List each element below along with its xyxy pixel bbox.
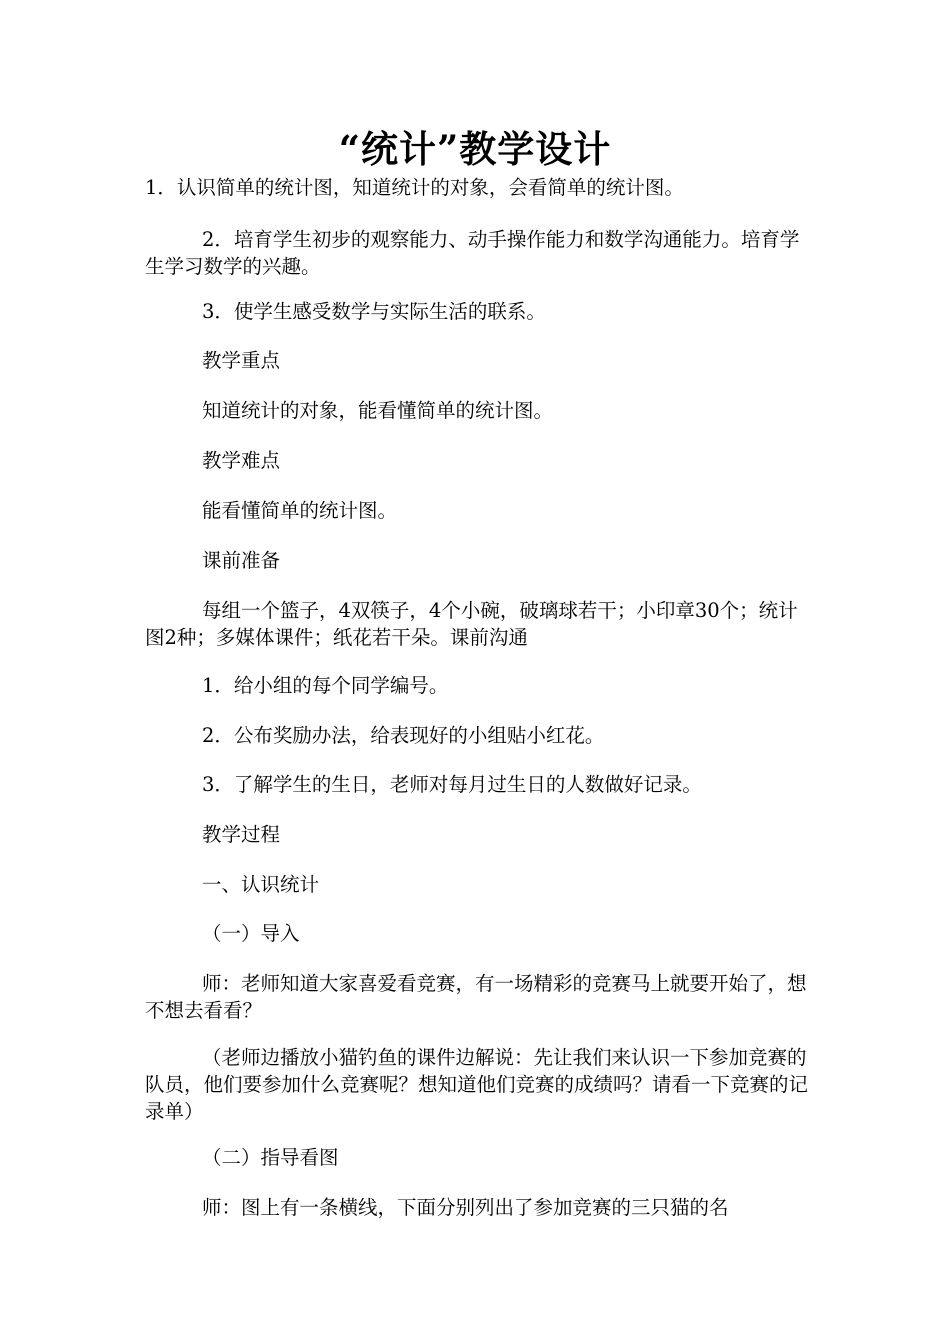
document-title: “统计”教学设计 xyxy=(338,127,612,171)
paragraph-teacher-guide: 师：图上有一条横线，下面分别列出了参加竞赛的三只猫的名 xyxy=(202,1196,729,1219)
paragraph-objective-3: 3．使学生感受数学与实际生活的联系。 xyxy=(202,300,546,323)
paragraph-prep-step-1: 1．给小组的每个同学编号。 xyxy=(202,674,449,697)
heading-subsection-intro: （一）导入 xyxy=(202,922,300,945)
heading-subsection-guide: （二）指导看图 xyxy=(202,1146,339,1169)
paragraph-prep-step-3: 3．了解学生的生日，老师对每月过生日的人数做好记录。 xyxy=(202,773,702,796)
heading-key-points: 教学重点 xyxy=(202,349,281,372)
paragraph-difficulties: 能看懂简单的统计图。 xyxy=(202,499,398,522)
heading-section-1: 一、认识统计 xyxy=(202,873,320,896)
paragraph-objective-2: 2．培育学生初步的观察能力、动手操作能力和数学沟通能力。培育学生学习数学的兴趣。 xyxy=(145,228,800,278)
paragraph-key-points: 知道统计的对象，能看懂简单的统计图。 xyxy=(202,399,554,422)
paragraph-teacher-intro: 师：老师知道大家喜爱看竞赛，有一场精彩的竞赛马上就要开始了，想不想去看看？ xyxy=(145,972,807,1022)
paragraph-preparation: 每组一个篮子，4双筷子，4个小碗，破璃球若干；小印章30个；统计图2种；多媒体课件；纸花若干朵。课前沟通 xyxy=(145,599,798,649)
heading-teaching-process: 教学过程 xyxy=(202,823,281,846)
paragraph-objective-1: 1．认识简单的统计图，知道统计的对象，会看简单的统计图。 xyxy=(145,176,684,199)
heading-difficulties: 教学难点 xyxy=(202,449,281,472)
paragraph-prep-step-2: 2．公布奖励办法，给表现好的小组贴小红花。 xyxy=(202,724,605,747)
heading-preparation: 课前准备 xyxy=(202,549,281,572)
paragraph-courseware-note: （老师边播放小猫钓鱼的课件边解说：先让我们来认识一下参加竞赛的队员，他们要参加什么竞赛呢？想知道他们竞赛的成绩吗？请看一下竞赛的记录单） xyxy=(145,1046,809,1123)
